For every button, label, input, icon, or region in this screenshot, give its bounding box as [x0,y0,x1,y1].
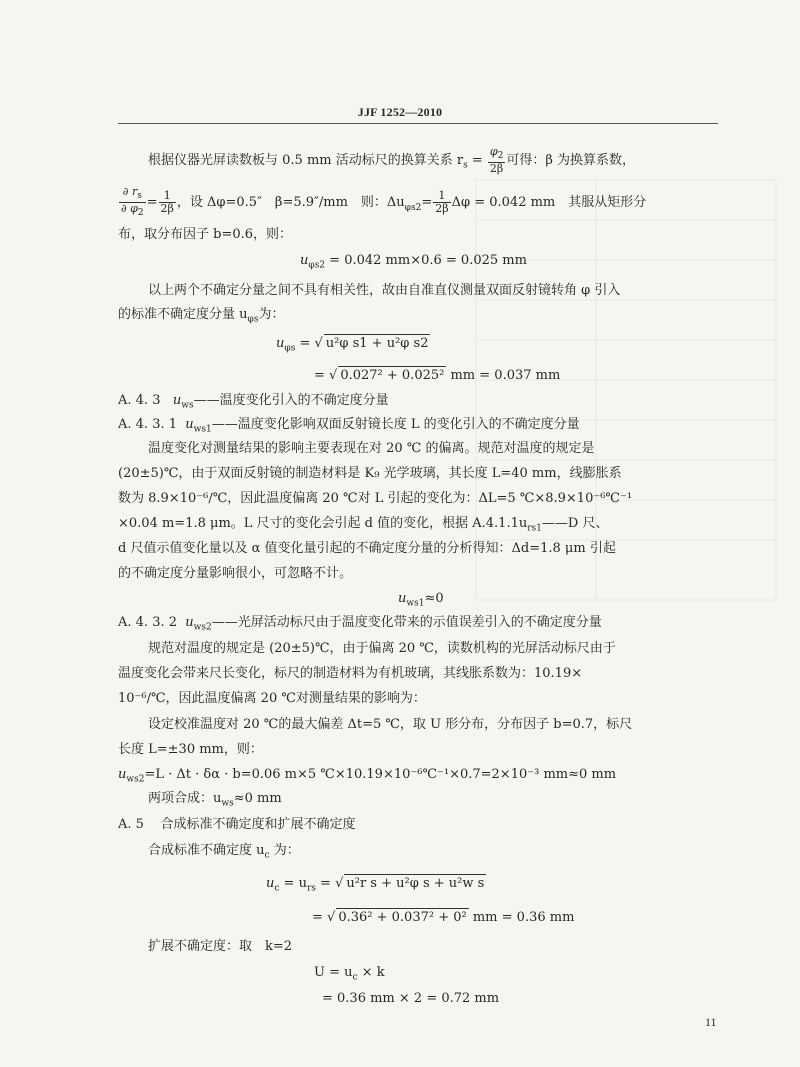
header-rule [118,123,718,124]
equation: $u_{ws1}\approx 0$ [398,591,444,609]
paragraph-line: 10⁻⁶/℃，因此温度偏离 20 ℃对测量结果的影响为： [118,691,426,706]
paragraph-line: 布，取分布因子 b=0.6，则： [118,227,293,242]
equation: $U = u_c \times k$ [314,965,385,983]
paragraph-line: $\frac{\partial r_s}{\partial \varphi_2}$ = $\frac{1}{2\beta}$ ，设 Δφ=0.5″ β=5.9″/mm 则：$\Delta u_{\varphi s2}=$ $\frac{1}{2\beta}$ Δφ = 0.042 mm 其服从矩形分 [121,185,647,219]
paragraph-line: 的不确定度分量影响很小，可忽略不计。 [118,566,353,581]
section-heading: A. 4. 3. 2 $u_{ws2}——$光屏活动标尺由于温度变化带来的示值误差引入的不确定度分量 [118,615,602,633]
paragraph-line: 温度变化对测量结果的影响主要表现在对 20 ℃ 的偏离。规范对温度的规定是 [148,441,595,456]
paragraph-line: 温度变化会带来尺长变化，标尺的制造材料为有机玻璃，其线胀系数为：10.19× [118,666,583,681]
paragraph-line: 根据仪器光屏读数板与 0.5 mm 活动标尺的换算关系 $r_s$ = $\frac{\varphi_2}{2\beta}$ 可得：β 为换算系数， [148,145,635,176]
equation: $u_{ws2}=L \cdot \Delta t \cdot \delta\alpha \cdot b=0.06$ m×5 ℃×10.19×10⁻⁶℃⁻¹×0.7=2×10⁻³ mm≈0 mm [118,767,617,785]
paragraph-line: 合成标准不确定度 $u_c$ 为： [148,843,300,861]
paragraph-line: 规范对温度的规定是 (20±5)℃，由于偏离 20 ℃，读数机构的光屏活动标尺由于 [148,641,616,656]
paragraph-line: d 尺值示值变化量以及 α 值变化量引起的不确定度分量的分析得知：Δd=1.8 μm 引起 [118,541,616,556]
paragraph-line: 的标准不确定度分量 $u_{\varphi s}$为： [118,307,285,325]
equation: = √ 0.027² + 0.025² mm = 0.037 mm [314,368,561,383]
equation: $u_{\varphi s2} = 0.042$ mm×0.6 = 0.025 mm [300,253,527,271]
paragraph-line: 扩展不确定度：取 k=2 [148,939,293,954]
page-number: 11 [705,1015,717,1029]
equation: $u_{\varphi s}$ = √ u²φ s1 + u²φ s2 [276,336,429,354]
equation: = 0.36 mm × 2 = 0.72 mm [322,991,500,1006]
paragraph-line: ×0.04 m=1.8 μm。L 尺寸的变化会引起 d 值的变化，根据 $A.4.1.1u_{rs1}——D$ 尺、 [118,516,609,534]
page-header: JJF 1252—2010 [357,105,443,119]
paragraph-line: 以上两个不确定分量之间不具有相关性，故由自准直仪测量双面反射镜转角 φ 引入 [148,283,621,298]
section-heading: A. 4. 3. 1 $u_{ws1}——$温度变化影响双面反射镜长度 L 的变化引入的不确定度分量 [118,417,580,435]
section-heading: A. 5 合成标准不确定度和扩展不确定度 [118,817,356,832]
paragraph-line: 长度 L=±30 mm，则： [118,742,263,757]
section-heading: A. 4. 3 $u_{ws}——$温度变化引入的不确定度分量 [118,393,389,411]
paragraph-line: 两项合成：$u_{ws}\approx 0$ mm [148,791,282,809]
paragraph-line: (20±5)℃，由于双面反射镜的制造材料是 K₉ 光学玻璃，其长度 L=40 mm，线膨胀系 [118,466,622,481]
paragraph-line: 数为 8.9×10⁻⁶/℃，因此温度偏离 20 ℃对 L 引起的变化为：ΔL=5 ℃×8.9×10⁻⁶℃⁻¹ [118,491,633,506]
equation: $u_c = u_{rs}$ = √ u²r s + u²φ s + u²w s [266,876,485,894]
paragraph-line: 设定校准温度对 20 ℃的最大偏差 Δt=5 ℃，取 U 形分布，分布因子 b=0.7，标尺 [148,717,633,732]
equation: = √ 0.36² + 0.037² + 0² mm = 0.36 mm [312,910,575,925]
